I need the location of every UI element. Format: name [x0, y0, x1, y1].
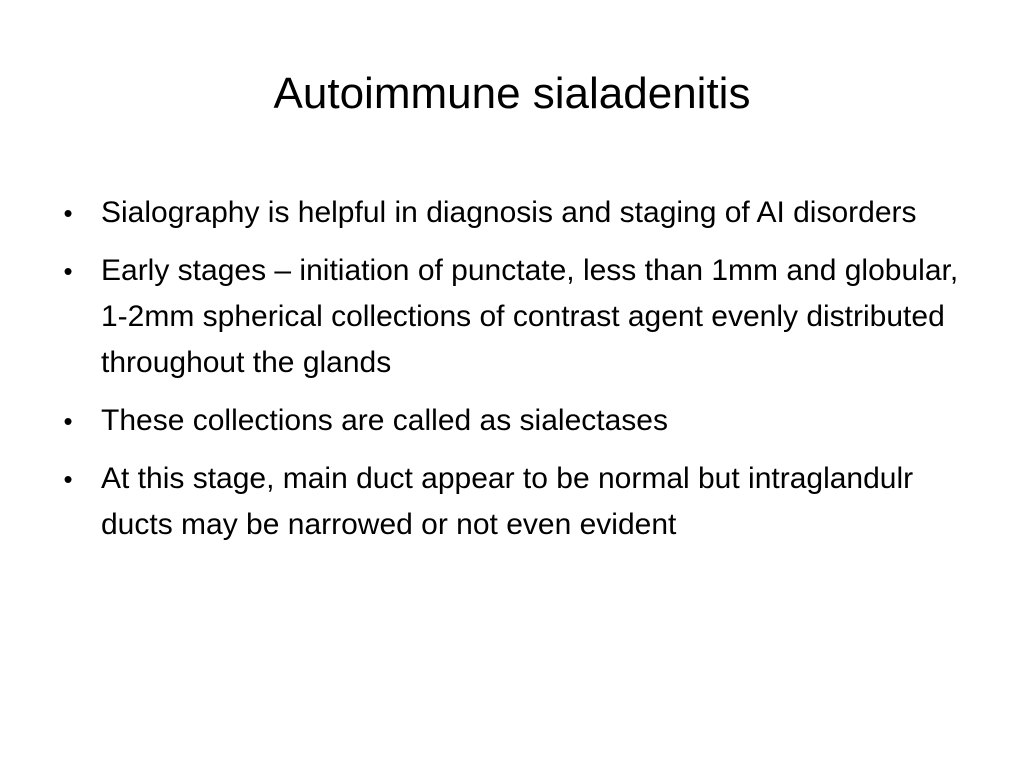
- bullet-item: [58, 398, 978, 444]
- bullet-dot-icon: •: [63, 256, 73, 286]
- bullet-dot-icon: •: [63, 198, 73, 228]
- bullet-list: [58, 190, 978, 560]
- bullet-item: [58, 456, 978, 548]
- bullet-dot-icon: •: [63, 406, 73, 436]
- bullet-text: These collections are called as sialectases: [101, 404, 668, 437]
- bullet-item: [58, 248, 978, 386]
- bullet-dot-icon: •: [63, 464, 73, 494]
- bullet-text: At this stage, main duct appear to be normal but intraglandulr ducts may be narrowed or not even evident: [101, 462, 914, 541]
- bullet-text: Sialography is helpful in diagnosis and staging of AI disorders: [101, 196, 917, 229]
- bullet-text: Early stages – initiation of punctate, less than 1mm and globular, 1-2mm spherical collections of contrast agent evenly distributed throughout the glands: [101, 254, 959, 379]
- bullet-item: [58, 190, 978, 236]
- slide-title: Autoimmune sialadenitis: [273, 69, 751, 118]
